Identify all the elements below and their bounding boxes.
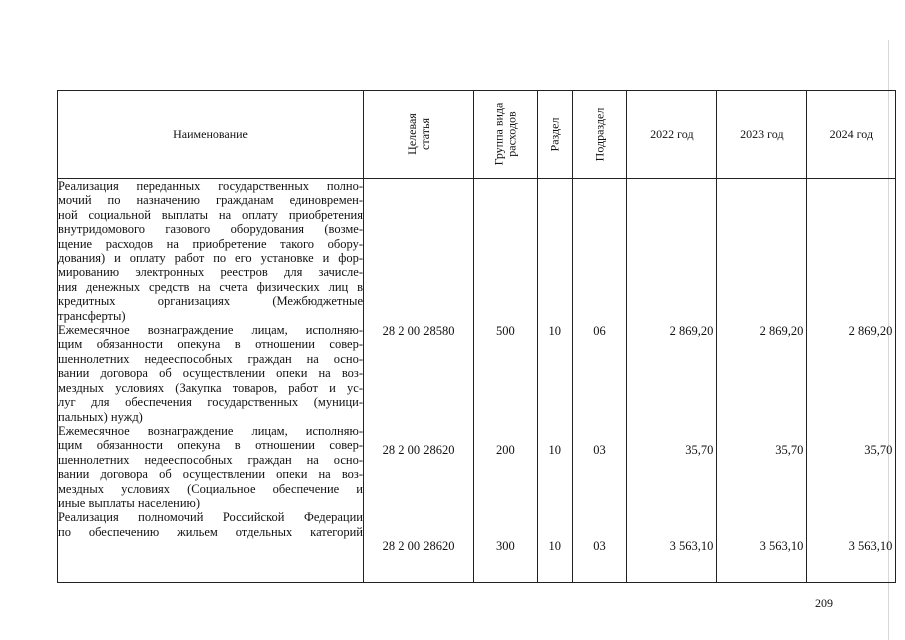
entry-1 — [58, 179, 363, 323]
subsection-column — [572, 179, 627, 583]
year-2022-value: 35,70 — [685, 443, 714, 457]
table-body-row — [58, 179, 896, 583]
year-2023-value: 35,70 — [775, 443, 804, 457]
target-article-value: 28 2 00 28580 — [382, 324, 455, 338]
target-article-value: 28 2 00 28620 — [382, 443, 455, 457]
entry-line: дования) и оплату работ по его установке и фор- — [58, 251, 363, 266]
entry-line: мездных условиях (Социальное обеспечение и — [58, 481, 363, 496]
year-2022-value: 3 563,10 — [669, 539, 714, 553]
year-2024-value: 35,70 — [864, 443, 893, 457]
header-section: Раздел — [537, 91, 572, 179]
table-header-row — [58, 91, 896, 179]
entry-line: шеннолетних недееспособных граждан на осно- — [58, 351, 363, 366]
year-2024-value: 3 563,10 — [848, 539, 893, 553]
section-value: 10 — [548, 539, 561, 553]
section-column — [537, 179, 572, 583]
entry-line: по обеспечению жильем отдельных категорий — [58, 524, 363, 539]
page-number: 209 — [815, 596, 833, 610]
entry-line: щение расходов на приобретение такого обору- — [58, 236, 363, 251]
year-2024-column — [807, 179, 896, 583]
header-target-article: Целевая статья — [364, 91, 474, 179]
header-year-2023: 2023 год — [717, 91, 807, 179]
section-value: 10 — [548, 324, 561, 338]
entry-line: внутридомового газового оборудования (возме- — [58, 222, 363, 237]
year-2023-value: 3 563,10 — [759, 539, 804, 553]
year-2022-value: 2 869,20 — [669, 324, 714, 338]
header-subsection: Подраздел — [572, 91, 627, 179]
entry-line: луг для обеспечения государственных (муници- — [58, 395, 363, 410]
entry-line: Ежемесячное вознаграждение лицам, исполняю- — [58, 423, 363, 438]
target-article-value: 28 2 00 28620 — [382, 539, 455, 553]
year-2023-column — [717, 179, 807, 583]
expense-group-column — [474, 179, 538, 583]
expense-group-value: 500 — [495, 324, 515, 338]
section-value: 10 — [548, 443, 561, 457]
entry-line: ния денежных средств на счета физических лиц в — [58, 279, 363, 294]
entry-line: трансферты) — [58, 308, 126, 323]
entry-2 — [58, 323, 363, 424]
entry-line: вании договора об осуществлении опеки на воз- — [58, 467, 363, 482]
year-2023-value: 2 869,20 — [759, 324, 804, 338]
entry-line: Ежемесячное вознаграждение лицам, исполняю- — [58, 323, 363, 338]
header-expense-group: Группа вида расходов — [474, 91, 538, 179]
expense-group-value: 300 — [495, 539, 515, 553]
subsection-value: 06 — [593, 324, 606, 338]
header-year-2022: 2022 год — [627, 91, 717, 179]
header-name: Наименование — [58, 91, 364, 179]
name-column-cell — [58, 179, 364, 583]
expense-group-value: 200 — [495, 443, 515, 457]
entry-4 — [58, 510, 363, 539]
entry-line: иные выплаты населению) — [58, 495, 201, 510]
year-2022-column — [627, 179, 717, 583]
subsection-value: 03 — [593, 443, 606, 457]
entry-line: шеннолетних недееспособных граждан на осно- — [58, 452, 363, 467]
budget-table — [57, 90, 896, 583]
target-article-column — [364, 179, 474, 583]
entry-line: Реализация полномочий Российской Федерации — [58, 510, 363, 525]
header-year-2024: 2024 год — [807, 91, 896, 179]
entry-line: мочий по назначению гражданам единовремен- — [58, 193, 363, 208]
entry-line: щим обязанности опекуна в отношении совер- — [58, 337, 363, 352]
year-2024-value: 2 869,20 — [848, 324, 893, 338]
subsection-value: 03 — [593, 539, 606, 553]
entry-line: пальных) нужд) — [58, 409, 143, 424]
entry-line: мированию электронных реестров для зачисле- — [58, 265, 363, 280]
entry-line: мездных условиях (Закупка товаров, работ и ус- — [58, 380, 363, 395]
entry-line: кредитных организациях (Межбюджетные — [58, 294, 363, 309]
entry-3 — [58, 424, 363, 510]
entry-line: Реализация переданных государственных полно- — [58, 179, 363, 193]
entry-line: ной социальной выплаты на оплату приобретения — [58, 207, 363, 222]
entry-line: вании договора об осуществлении опеки на воз- — [58, 366, 363, 381]
entry-line: щим обязанности опекуна в отношении совер- — [58, 438, 363, 453]
